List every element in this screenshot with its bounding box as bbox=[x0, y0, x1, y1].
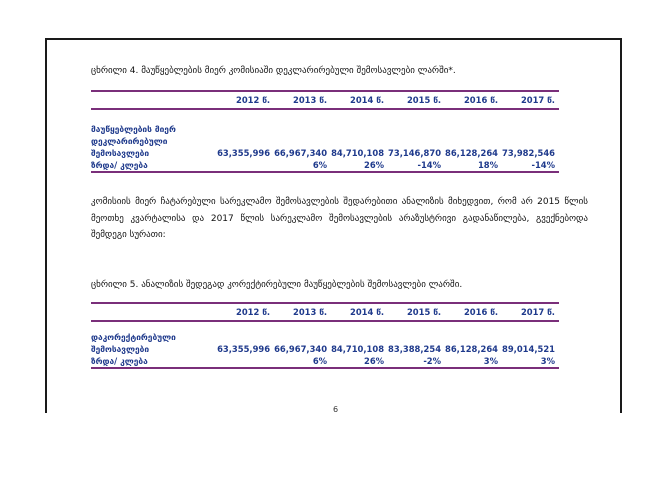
table5-revenue-cell: 89,014,521 bbox=[502, 344, 555, 354]
table5-header-blank bbox=[91, 303, 217, 321]
table4-revenue-label-1: მაუწყებლების მიერ bbox=[91, 124, 176, 134]
table5-growth-cell: 3% bbox=[445, 355, 502, 368]
table4-revenue-cell: 86,128,264 bbox=[445, 148, 499, 158]
table5-growth-cell: 26% bbox=[331, 355, 388, 368]
table4-year: 2016 წ. bbox=[445, 91, 502, 109]
table4-growth-cell: 26% bbox=[331, 159, 388, 172]
table5-growth-label: ზრდა/ კლება bbox=[91, 355, 217, 368]
table5-year: 2016 წ. bbox=[445, 303, 502, 321]
table4-caption: ცხრილი 4. მაუწყებლების მიერ კომისიაში დეკლარირებული შემოსავლები ლარში*. bbox=[91, 66, 456, 76]
table4-growth-row bbox=[91, 159, 559, 172]
table4-year: 2013 წ. bbox=[274, 91, 331, 109]
table4-revenue-cell: 84,710,108 bbox=[331, 148, 385, 158]
table5-header-row bbox=[91, 303, 559, 321]
table5-growth-cell: 6% bbox=[274, 355, 331, 368]
table4-growth-cell: 6% bbox=[274, 159, 331, 172]
table4-header-blank bbox=[91, 91, 217, 109]
table4-growth-label: ზრდა/ კლება bbox=[91, 159, 217, 172]
table5-growth-row bbox=[91, 355, 559, 368]
table5-year: 2017 წ. bbox=[502, 303, 559, 321]
table5-year: 2015 წ. bbox=[388, 303, 445, 321]
table4-growth-cell: 18% bbox=[445, 159, 502, 172]
table4-header-row bbox=[91, 91, 559, 109]
table5-revenue-cell: 86,128,264 bbox=[445, 344, 499, 354]
table4-revenue-label-3: შემოსავლები bbox=[91, 148, 150, 158]
table5-year: 2012 წ. bbox=[217, 303, 274, 321]
table4-revenue-label-2: დეკლარირებული bbox=[91, 136, 168, 146]
table4-revenue-row bbox=[91, 147, 559, 159]
table4-growth-cell bbox=[217, 159, 274, 172]
table5-revenue-label-1: დაკორექტირებული bbox=[91, 332, 176, 342]
table5-revenue-label-2: შემოსავლები bbox=[91, 344, 150, 354]
table4-revenue-cell: 73,982,546 bbox=[502, 148, 555, 158]
page-number: 6 bbox=[332, 405, 339, 413]
table4-revenue-cell: 73,146,870 bbox=[388, 148, 442, 158]
table5-revenue-cell: 63,355,996 bbox=[217, 344, 271, 354]
table5-growth-cell bbox=[217, 355, 274, 368]
table4-row-label bbox=[91, 135, 559, 147]
table5-revenue-cell: 83,388,254 bbox=[388, 344, 442, 354]
table4-revenue-cell: 66,967,340 bbox=[274, 148, 328, 158]
body-paragraph: კომისიის მიერ ჩატარებული სარეკლამო შემოსავლების შედარებითი ანალიზის მიხედვით, რომ არ 2015 წლის მეოთხე კვარტალისა და 2017 წლის სარეკლამო შემოსავლების არაზუსტრივი გადანაწილება, გვექნებოდა შემდეგი სურათი: bbox=[91, 197, 588, 240]
table5-year: 2013 წ. bbox=[274, 303, 331, 321]
table5-caption: ცხრილი 5. ანალიზის შედეგად კორექტირებული მაუწყებლების შემოსავლები ლარში. bbox=[91, 280, 463, 290]
table4-year: 2012 წ. bbox=[217, 91, 274, 109]
table5-row-label bbox=[91, 331, 559, 343]
table4-growth-cell: -14% bbox=[388, 159, 445, 172]
table5-year: 2014 წ. bbox=[331, 303, 388, 321]
table4 bbox=[91, 90, 559, 173]
table4-growth-cell: -14% bbox=[502, 159, 559, 172]
table5 bbox=[91, 302, 559, 369]
table4-year: 2015 წ. bbox=[388, 91, 445, 109]
table5-growth-cell: 3% bbox=[502, 355, 559, 368]
table4-revenue-cell: 63,355,996 bbox=[217, 148, 271, 158]
table5-growth-cell: -2% bbox=[388, 355, 445, 368]
table4-row-label bbox=[91, 123, 559, 135]
table5-revenue-row bbox=[91, 343, 559, 355]
table4-year: 2014 წ. bbox=[331, 91, 388, 109]
table5-revenue-cell: 66,967,340 bbox=[274, 344, 328, 354]
table4-year: 2017 წ. bbox=[502, 91, 559, 109]
document-page bbox=[45, 38, 622, 413]
table5-revenue-cell: 84,710,108 bbox=[331, 344, 385, 354]
